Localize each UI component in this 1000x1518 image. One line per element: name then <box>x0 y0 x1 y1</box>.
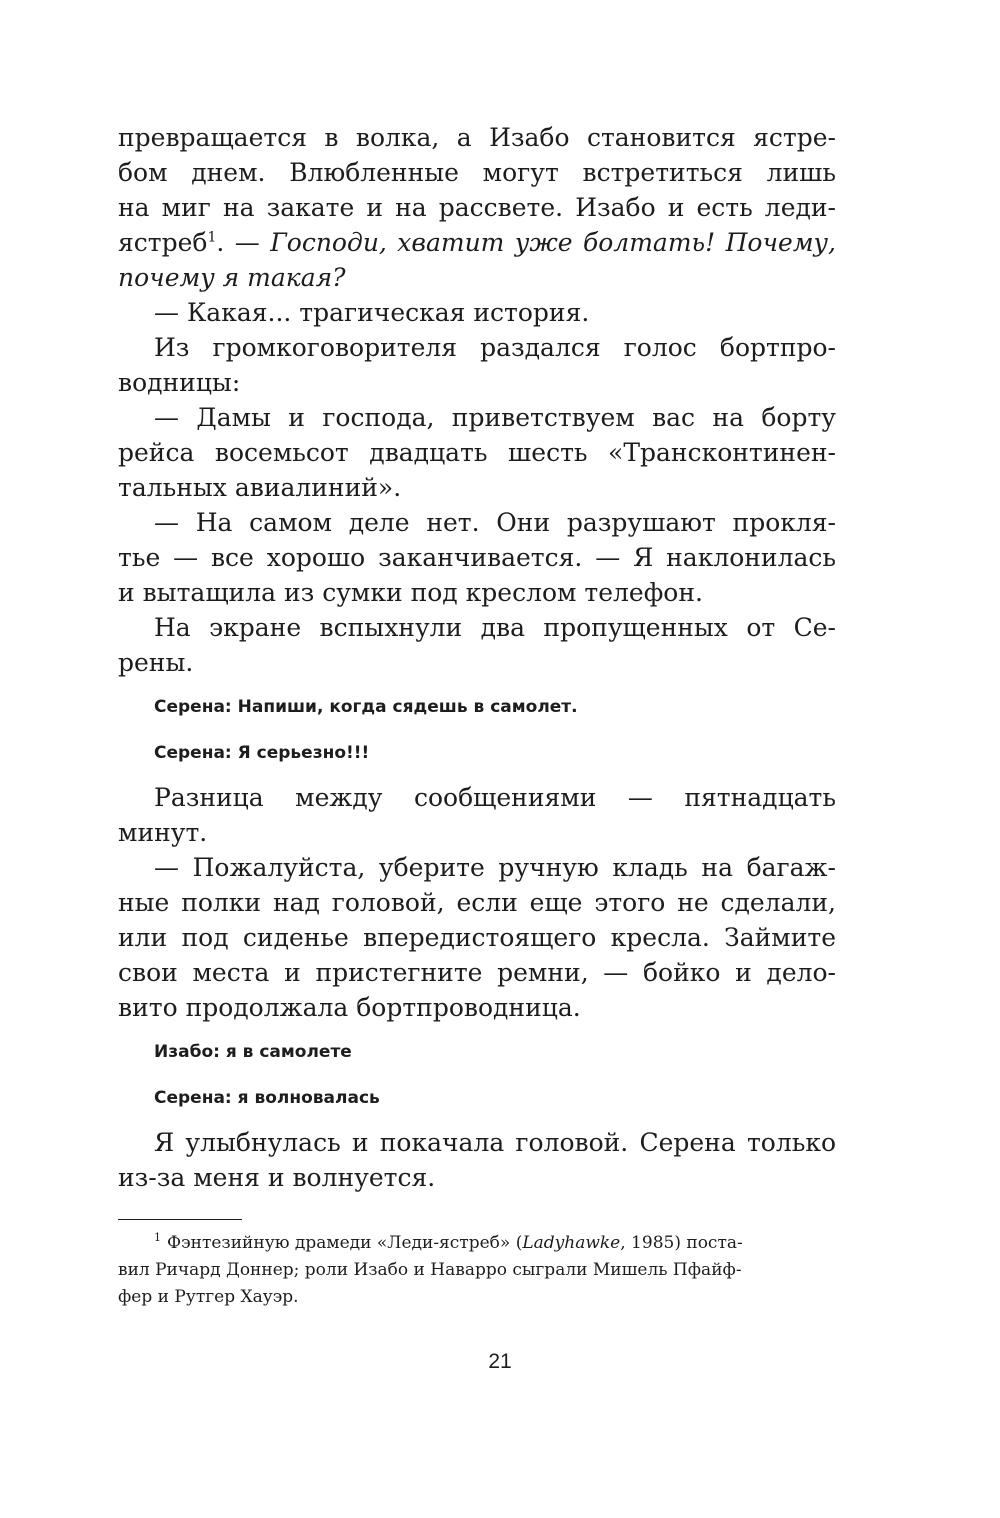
dialogue-line: — Какая... трагическая история. <box>154 298 590 327</box>
italic-text-line: почему я такая? <box>118 263 346 292</box>
text-line: Из громкоговорителя раздался голос бортпро- <box>154 333 836 362</box>
text-line: Я улыбнулась и покачала головой. Серена только <box>154 1128 836 1157</box>
dialogue-line: — Дамы и господа, приветствуем вас на борту <box>154 403 836 432</box>
footnote-reference: 1 <box>207 229 217 246</box>
text-message: Серена: Я серьезно!!! <box>154 743 370 763</box>
text-line: На экране вспыхнули два пропущенных от Се- <box>154 613 836 642</box>
text-line: минут. <box>118 818 208 847</box>
text-fragment: , 1985) поста- <box>620 1233 743 1253</box>
text-line: вито продолжала бортпроводница. <box>118 993 581 1022</box>
text-line: водницы: <box>118 368 241 397</box>
footnote-marker: 1 <box>154 1231 161 1245</box>
text-line: свои места и пристегните ремни, — бойко и дело- <box>118 958 836 987</box>
text-line: рены. <box>118 648 194 677</box>
text-fragment: . — <box>216 228 271 257</box>
text-message: Изабо: я в самолете <box>154 1042 352 1062</box>
text-fragment: Фэнтезийную драмеди «Леди-ястреб» ( <box>167 1233 523 1253</box>
footnote-line: фер и Рутгер Хауэр. <box>118 1287 299 1307</box>
text-message: Серена: я волновалась <box>154 1088 380 1108</box>
text-message: Серена: Напиши, когда сядешь в самолет. <box>154 697 578 717</box>
text-line: и вытащила из сумки под креслом телефон. <box>118 578 703 607</box>
text-line: тальных авиалиний». <box>118 473 402 502</box>
footnote-line: вил Ричард Доннер; роли Изабо и Наварро сыграли Мишель Пфайф- <box>118 1260 742 1280</box>
text-line: или под сиденье впередистоящего кресла. Займите <box>118 923 836 952</box>
text-line <box>118 225 836 260</box>
text-line: тье — все хорошо заканчивается. — Я наклонилась <box>118 543 836 572</box>
text-line: ные полки над головой, если еще этого не сделали, <box>118 888 836 917</box>
dialogue-line: — Пожалуйста, уберите ручную кладь на багаж- <box>154 853 836 882</box>
footnote-divider <box>118 1219 242 1220</box>
footnote-line <box>118 1230 836 1257</box>
page-body <box>118 120 836 1311</box>
text-line: Разница между сообщениями — пятнадцать <box>154 783 836 812</box>
text-line: на миг на закате и на рассвете. Изабо и есть леди- <box>118 193 836 222</box>
text-line: бом днем. Влюбленные могут встретиться лишь <box>118 158 836 187</box>
text-fragment: ястреб <box>118 228 208 257</box>
italic-text: Ladyhawke <box>522 1233 621 1253</box>
text-line: из-за меня и волнуется. <box>118 1163 436 1192</box>
italic-text: Господи, хватит уже болтать! Почему, <box>270 228 836 257</box>
text-line: превращается в волка, а Изабо становится ястре- <box>118 123 836 152</box>
page-number: 21 <box>488 1350 512 1373</box>
text-line: рейса восемьсот двадцать шесть «Трансконтинен- <box>118 438 836 467</box>
dialogue-line: — На самом деле нет. Они разрушают прокля- <box>154 508 836 537</box>
